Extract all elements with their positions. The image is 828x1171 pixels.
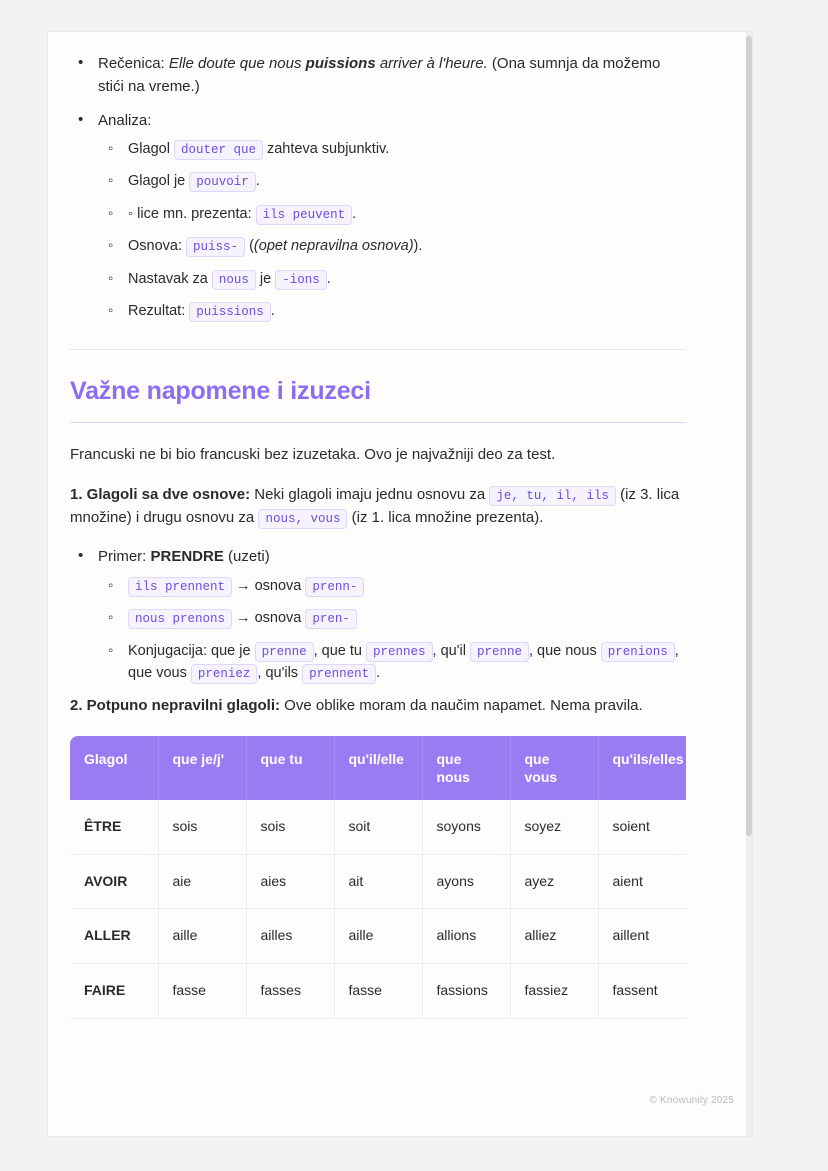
analysis-item-lice-mn [98, 203, 686, 225]
conj-t4: , que vous [128, 642, 679, 681]
analysis-text-pre: Osnova: [128, 238, 187, 255]
table-head [70, 736, 686, 800]
cell-form: soyez [510, 800, 598, 854]
analysis-item-pouvoir [98, 170, 686, 192]
cell-form: aie [158, 854, 246, 909]
code-prenne-1: prenne [255, 642, 314, 662]
conjugation-table-wrap [70, 736, 686, 1019]
col-header-glagol: Glagol [70, 736, 158, 800]
analysis-item-douter [98, 138, 686, 160]
col-header-que-nous: que nous [422, 736, 510, 800]
analysis-item-osnova [98, 235, 686, 257]
conj-t6: . [376, 664, 381, 681]
cell-form: aient [598, 854, 686, 909]
cell-form: fasses [246, 964, 334, 1019]
table-row [70, 909, 686, 964]
analysis-text-pre: Glagol je [128, 173, 190, 190]
document-page [48, 32, 752, 1136]
analysis-list [98, 138, 686, 323]
analysis-text-post: . [352, 205, 357, 222]
analysis-text-pre: Nastavak za [128, 270, 212, 287]
code-pouvoir: pouvoir [189, 172, 256, 192]
note-two-stems [70, 483, 686, 530]
primer-arrow: → osnova [232, 577, 306, 594]
cell-form: aies [246, 854, 334, 909]
code-pren: pren- [305, 609, 357, 629]
document-content [48, 32, 752, 1019]
col-header-que-tu: que tu [246, 736, 334, 800]
table-row [70, 964, 686, 1019]
conjugation-table [70, 736, 686, 1019]
cell-form: sois [158, 800, 246, 854]
title-underline [70, 422, 686, 423]
primer-sub-list [98, 575, 686, 685]
note1-bold: 1. Glagoli sa dve osnove: [70, 485, 251, 503]
code-puissions: puissions [189, 302, 271, 322]
note1-text3: (iz 1. lica množine prezenta). [347, 508, 544, 526]
conj-t2: , qu'il [432, 642, 470, 659]
analysis-text-post: . [255, 173, 260, 190]
cell-form: ailles [246, 909, 334, 964]
note2-bold: 2. Potpuno nepravilni glagoli: [70, 697, 281, 715]
analysis-item-nastavak [98, 268, 686, 290]
code-prenions: prenions [601, 642, 675, 662]
primer-gloss: (uzeti) [223, 548, 270, 566]
analysis-text-post: . [270, 303, 275, 320]
recenica-label: Rečenica: [98, 55, 165, 72]
analysis-text-pre: Rezultat: [128, 303, 190, 320]
cell-verb: ÊTRE [70, 800, 158, 854]
col-header-quils-elles: qu'ils/elles [598, 736, 686, 800]
cell-form: fasse [158, 964, 246, 1019]
analysis-text-post: zahteva subjunktiv. [262, 140, 390, 157]
cell-form: aillent [598, 909, 686, 964]
section-title: Važne napomene i izuzeci [70, 376, 371, 405]
recenica-italic-2: arriver à l'heure. [375, 55, 488, 72]
watermark: © Knowunity 2025 [649, 1095, 734, 1106]
cell-form: aille [334, 909, 422, 964]
analiza-label: Analiza: [98, 111, 152, 129]
cell-form: allions [422, 909, 510, 964]
recenica-bold: puissions [305, 55, 376, 72]
code-prenn: prenn- [305, 577, 364, 597]
conj-t3: , que nous [528, 642, 601, 659]
code-prennes: prennes [366, 642, 433, 662]
cell-form: sois [246, 800, 334, 854]
code-prennent: prennent [302, 664, 376, 684]
table-row [70, 800, 686, 854]
code-ils-prennent: ils prennent [128, 577, 232, 597]
top-bullet-list [70, 52, 686, 323]
cell-form: fasse [334, 964, 422, 1019]
conj-lead: Konjugacija: que je [128, 642, 255, 659]
cell-form: soyons [422, 800, 510, 854]
scrollbar-thumb[interactable] [746, 36, 752, 836]
code-ions: -ions [275, 270, 327, 290]
cell-form: alliez [510, 909, 598, 964]
code-nous-prenons: nous prenons [128, 609, 232, 629]
col-header-que-je: que je/j' [158, 736, 246, 800]
cell-form: fassent [598, 964, 686, 1019]
cell-verb: FAIRE [70, 964, 158, 1019]
list-item-recenica [70, 52, 686, 99]
col-header-que-vous: que vous [510, 736, 598, 800]
code-preniez: preniez [191, 664, 258, 684]
cell-form: soit [334, 800, 422, 854]
scrollbar-track[interactable] [746, 32, 752, 1136]
conj-t5: , qu'ils [257, 664, 303, 681]
cell-form: ayez [510, 854, 598, 909]
cell-form: fassions [422, 964, 510, 1019]
code-nous-vous: nous, vous [258, 509, 347, 529]
list-item-primer [70, 545, 686, 684]
analysis-text-pre: Glagol [128, 140, 174, 157]
code-je-tu-il-ils: je, tu, il, ils [489, 486, 616, 506]
code-nous: nous [212, 270, 256, 290]
col-header-quil-elle: qu'il/elle [334, 736, 422, 800]
analysis-text-post: . [326, 270, 331, 287]
code-douter-que: douter que [174, 140, 263, 160]
cell-form: fassiez [510, 964, 598, 1019]
analysis-item-rezultat [98, 300, 686, 322]
primer-list [70, 545, 686, 684]
primer-item-konjugacija [98, 640, 686, 685]
table-row [70, 854, 686, 909]
cell-verb: ALLER [70, 909, 158, 964]
cell-form: aille [158, 909, 246, 964]
analysis-text-pre: ◦ lice mn. prezenta: [128, 205, 256, 222]
code-prenne-2: prenne [470, 642, 529, 662]
note1-text2: (iz 3. lica množine) i drugu osnovu za [70, 485, 680, 526]
cell-form: ayons [422, 854, 510, 909]
primer-item-ils-prennent [98, 575, 686, 597]
cell-form: soient [598, 800, 686, 854]
primer-verb: PRENDRE [150, 548, 224, 566]
list-item-analiza [70, 109, 686, 323]
primer-label: Primer: [98, 548, 151, 566]
analysis-paren-open: ( [249, 238, 254, 255]
cell-form: ait [334, 854, 422, 909]
recenica-italic-1: Elle doute que nous [168, 55, 306, 72]
table-header-row [70, 736, 686, 800]
note2-text: Ove oblike moram da naučim napamet. Nema pravila. [280, 697, 643, 715]
code-ils-peuvent: ils peuvent [256, 205, 353, 225]
note-irregular-verbs [70, 694, 686, 717]
analysis-text-italic: (opet nepravilna osnova) [253, 238, 414, 255]
recenica-translation: (Ona sumnja da možemo stići na vreme.) [98, 55, 661, 96]
cell-verb: AVOIR [70, 854, 158, 909]
primer-arrow: → osnova [232, 610, 306, 627]
table-body [70, 800, 686, 1018]
section-divider [70, 349, 686, 350]
conj-t1: , que tu [313, 642, 366, 659]
analysis-paren-close: ) [413, 238, 419, 255]
analysis-text-mid: je [255, 270, 276, 287]
primer-item-nous-prenons [98, 607, 686, 629]
analysis-text-post: . [418, 238, 423, 255]
note1-text1: Neki glagoli imaju jednu osnovu za [250, 485, 490, 503]
code-puiss: puiss- [186, 237, 245, 257]
section-intro: Francuski ne bi bio francuski bez izuzetaka. Ovo je najvažniji deo za test. [70, 446, 556, 464]
